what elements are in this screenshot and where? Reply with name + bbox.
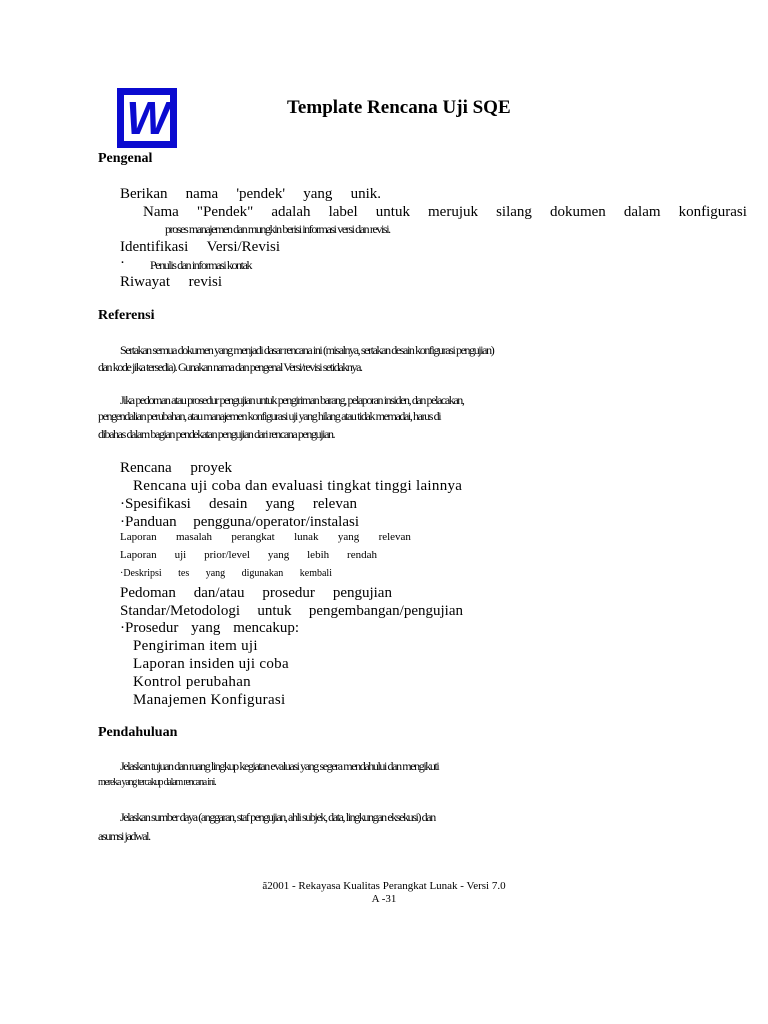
pendahuluan-para2-line1: Jelaskan sumber daya (anggaran, staf pengujian, ahli subjek, data, lingkungan eksekusi) dan [120, 810, 435, 824]
referensi-line-6: Laporan uji prior/level yang lebih rendah [120, 549, 377, 561]
pengenal-line-2: Nama "Pendek" adalah label untuk merujuk silang dokumen dalam konfigurasi [143, 204, 747, 220]
pengenal-line-3: proses manajemen dan mungkin berisi informasi versi dan revisi. [165, 222, 390, 236]
footer-copyright: ã2001 - Rekayasa Kualitas Perangkat Lunak - Versi 7.0 [262, 880, 506, 892]
referensi-para1-line2: dan kode jika tersedia). Gunakan nama dan pengenal Versi/revisi setidaknya. [98, 360, 362, 374]
pengenal-line-5: Penulis dan informasi kontak [150, 258, 252, 272]
pendahuluan-para1-line2: mereka yang tercakup dalam rencana ini. [98, 777, 216, 788]
referensi-line-3: ·Spesifikasi desain yang relevan [120, 496, 357, 512]
section-heading-pendahuluan: Pendahuluan [98, 725, 178, 740]
referensi-line-9: Standar/Metodologi untuk pengembangan/pengujian [120, 603, 463, 619]
referensi-para1-line1: Sertakan semua dokumen yang menjadi dasar rencana ini (misalnya, sertakan desain konfigurasi pengujian) [120, 343, 494, 357]
section-heading-pengenal: Pengenal [98, 151, 153, 166]
pengenal-line-6: Riwayat revisi [120, 274, 222, 290]
referensi-para2-line3: dibahas dalam bagian pendekatan pengujian dari rencana pengujian. [98, 427, 335, 441]
referensi-line-2: Rencana uji coba dan evaluasi tingkat tinggi lainnya [133, 478, 463, 494]
bullet: · [120, 255, 125, 271]
referensi-line-7: ·Deskripsi tes yang digunakan kembali [120, 568, 332, 579]
pengenal-line-1: Berikan nama 'pendek' yang unik. [120, 186, 381, 202]
referensi-line-13: Kontrol perubahan [133, 674, 251, 690]
referensi-para2-line1: Jika pedoman atau prosedur pengujian untuk pengiriman barang, pelaporan insiden, dan pelacakan, [120, 393, 464, 407]
referensi-line-10: ·Prosedur yang mencakup: [120, 620, 299, 636]
pendahuluan-para2-line2: asumsi jadwal. [98, 829, 150, 843]
referensi-para2-line2: pengendalian perubahan, atau manajemen konfigurasi uji yang hilang atau tidak memadai, harus di [98, 409, 441, 423]
referensi-line-11: Pengiriman item uji [133, 638, 258, 654]
referensi-line-12: Laporan insiden uji coba [133, 656, 289, 672]
footer-page-number: A -31 [371, 893, 397, 905]
referensi-line-8: Pedoman dan/atau prosedur pengujian [120, 585, 392, 601]
word-logo-icon: W [117, 88, 177, 148]
document-title: Template Rencana Uji SQE [287, 97, 511, 118]
referensi-line-5: Laporan masalah perangkat lunak yang relevan [120, 531, 411, 543]
pendahuluan-para1-line1: Jelaskan tujuan dan ruang lingkup kegiatan evaluasi yang segera mendahului dan mengikuti [120, 759, 439, 773]
referensi-line-4: ·Panduan pengguna/operator/instalasi [120, 514, 359, 530]
referensi-line-14: Manajemen Konfigurasi [133, 692, 286, 708]
section-heading-referensi: Referensi [98, 308, 155, 323]
referensi-line-1: Rencana proyek [120, 460, 232, 476]
pengenal-line-4: Identifikasi Versi/Revisi [120, 239, 280, 255]
